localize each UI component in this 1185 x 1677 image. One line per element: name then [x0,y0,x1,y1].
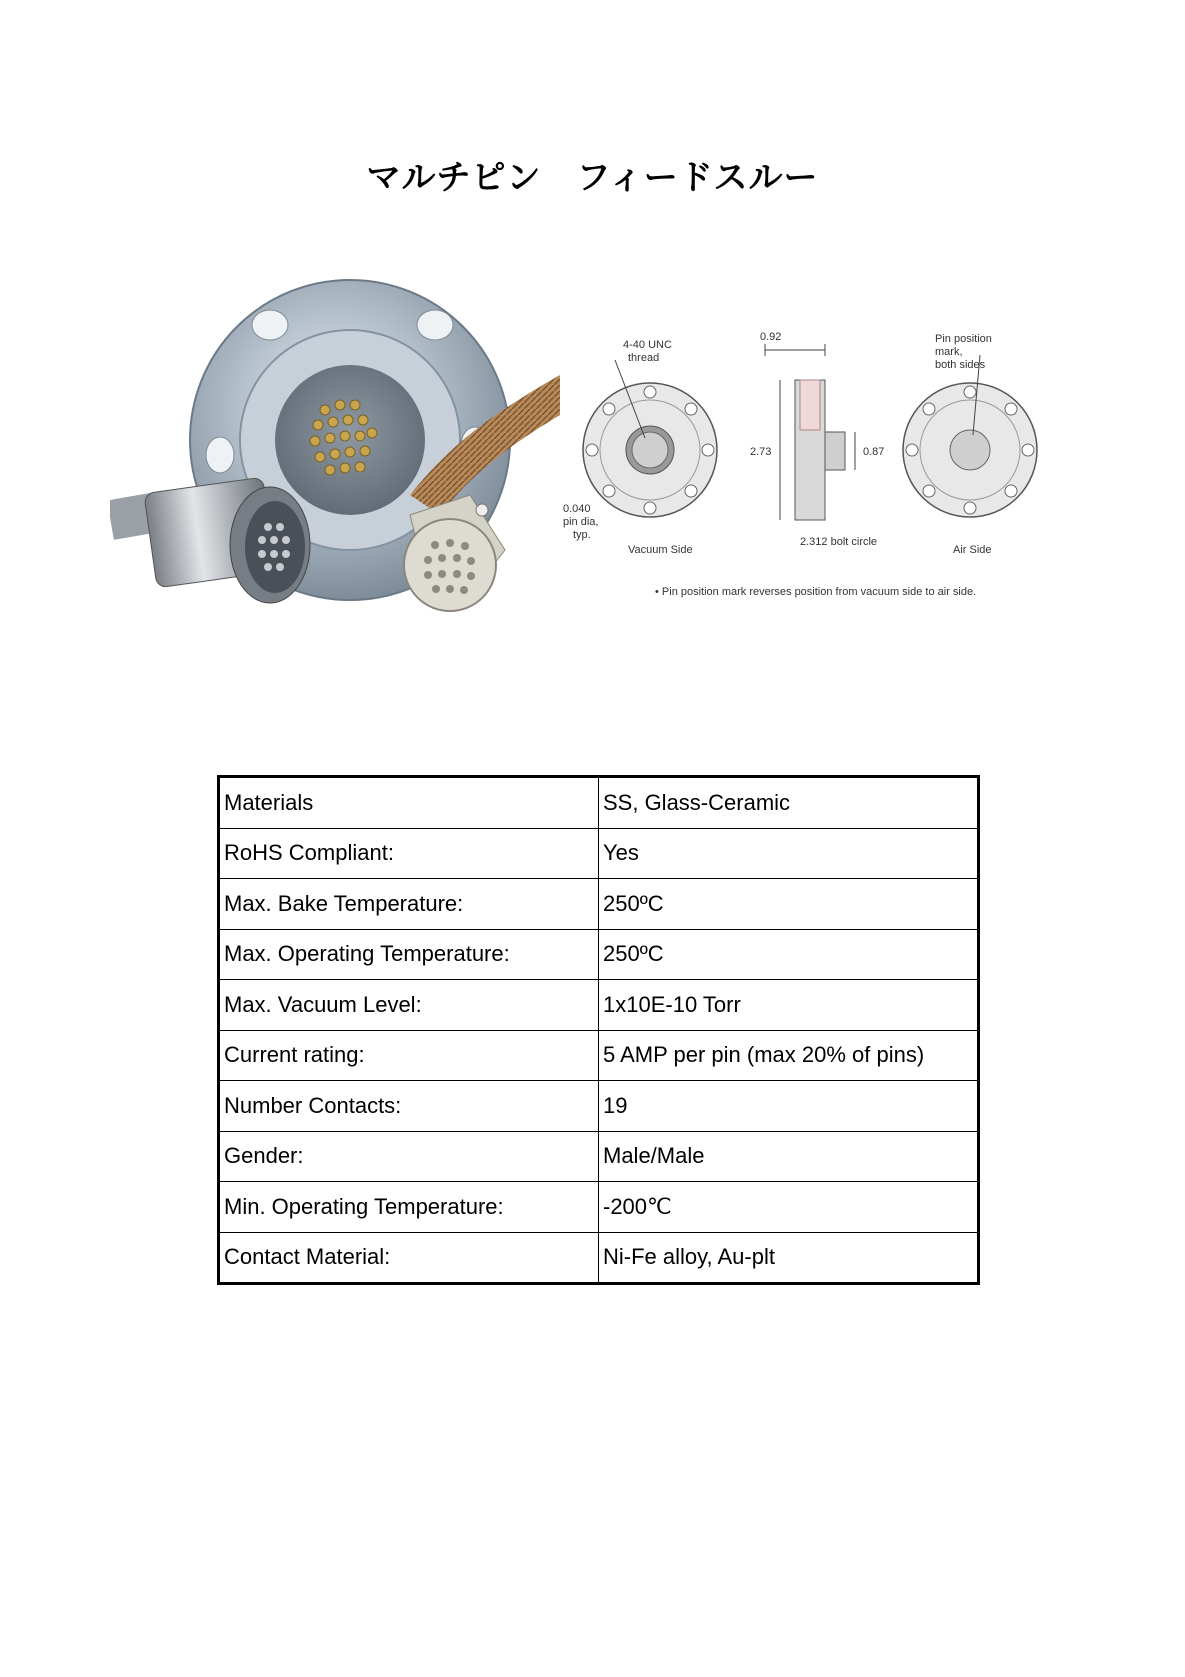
spec-label: Gender: [219,1131,599,1182]
svg-text:both sides: both sides [935,359,986,371]
svg-text:pin dia,: pin dia, [563,516,599,528]
spec-value: Male/Male [599,1131,979,1182]
spec-row [219,980,979,1031]
air-side-label: Air Side [953,544,992,556]
spec-row [219,1232,979,1284]
spec-value: 250ºC [599,929,979,980]
spec-row [219,828,979,879]
dim-width: 0.92 [760,331,782,343]
spec-row [219,1081,979,1132]
vacuum-side-view [563,339,717,556]
svg-text:thread: thread [628,352,660,364]
spec-label: Max. Bake Temperature: [219,879,599,930]
spec-value: 19 [599,1081,979,1132]
spec-row [219,929,979,980]
spec-row [219,1182,979,1233]
air-side-view [903,333,1037,556]
spec-row [219,1030,979,1081]
svg-text:typ.: typ. [573,529,591,541]
dim-height: 2.73 [750,446,772,458]
page-title: マルチピン フィードスルー [366,158,819,198]
spec-label: Min. Operating Temperature: [219,1182,599,1233]
svg-text:0.040: 0.040 [563,503,591,515]
spec-row [219,777,979,829]
spec-label: Number Contacts: [219,1081,599,1132]
vacuum-side-label: Vacuum Side [628,544,693,556]
spec-label: Max. Vacuum Level: [219,980,599,1031]
svg-text:mark,: mark, [935,346,963,358]
side-profile-view [750,331,884,548]
spec-label: Contact Material: [219,1232,599,1284]
spec-value: 250ºC [599,879,979,930]
product-photo [110,265,560,665]
spec-value: Yes [599,828,979,879]
technical-drawing [555,320,1055,620]
spec-row [219,1131,979,1182]
spec-value: 5 AMP per pin (max 20% of pins) [599,1030,979,1081]
spec-value: Ni-Fe alloy, Au-plt [599,1232,979,1284]
dim-small: 0.87 [863,446,885,458]
spec-value: 1x10E-10 Torr [599,980,979,1031]
spec-value: -200℃ [599,1182,979,1233]
spec-value: SS, Glass-Ceramic [599,777,979,829]
thread-label: 4-40 UNC [623,339,672,351]
spec-label: Materials [219,777,599,829]
drawing-note: • Pin position mark reverses position from vacuum side to air side. [655,586,977,598]
spec-label: Current rating: [219,1030,599,1081]
pin-mark-label: Pin position [935,333,992,345]
bolt-circle-label: 2.312 bolt circle [800,536,878,548]
spec-label: Max. Operating Temperature: [219,929,599,980]
spec-row [219,879,979,930]
spec-table [217,775,980,1285]
spec-label: RoHS Compliant: [219,828,599,879]
